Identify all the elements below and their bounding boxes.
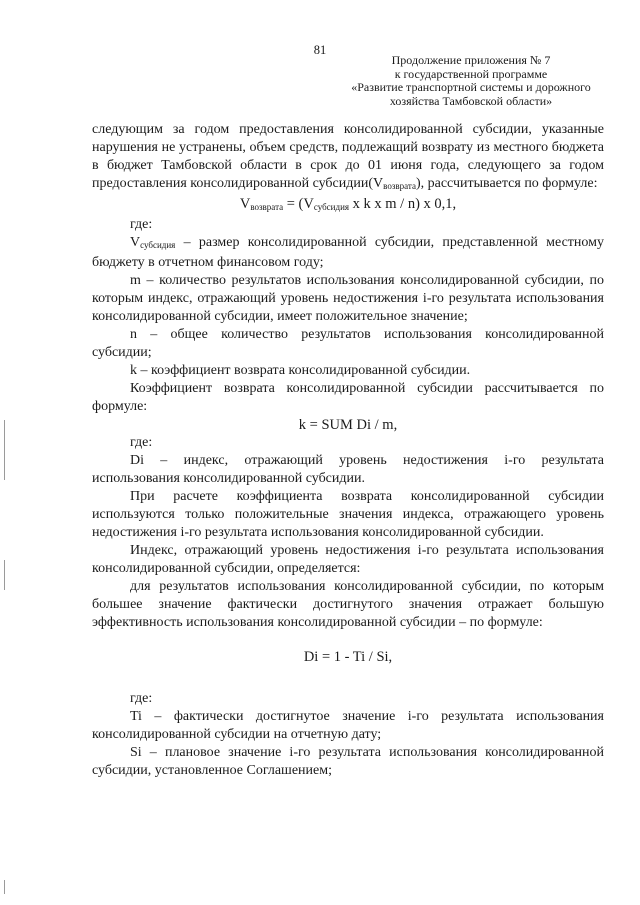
scan-artifact: [4, 420, 5, 480]
positive-values-paragraph: При расчете коэффициента возврата консолидированной субсидии используются только положительные значения индекса, отражающего уровень недостижения i-го результата использования консолидированной субсидии.: [92, 489, 604, 540]
body-text: [92, 121, 604, 780]
header-line-4: хозяйства Тамбовской области»: [389, 93, 553, 108]
definition-si: Si – плановое значение i-го результата использования консолидированной субсидии, установленное Соглашением;: [92, 745, 604, 778]
page-number: 81: [313, 43, 327, 57]
appendix-header: [326, 54, 616, 108]
index-paragraph: Индекс, отражающий уровень недостижения i-го результата использования консолидированной субсидии, определяется:: [92, 543, 604, 576]
header-line-3: «Развитие транспортной системы и дорожного: [351, 80, 591, 95]
where-label: где:: [130, 435, 153, 450]
definition-m: m – количество результатов использования консолидированной субсидии, по которым индекс, отражающий уровень недостижения i-го результата использования консолидированной субсидии, имеет положительное значение;: [92, 273, 604, 324]
formula-refund: $V_{возврата} = (V_{субсидия}$ x k x m / n) x 0,1,: [239, 196, 457, 212]
header-line-2: к государственной программе: [394, 66, 548, 81]
scan-artifact: [4, 880, 5, 894]
header-line-1: Продолжение приложения № 7: [391, 53, 551, 67]
results-paragraph: для результатов использования консолидированной субсидии, по которым большее значение фактически достигнутого значения отражает большую эффективность использования консолидированной субсидии – по формуле:: [92, 579, 604, 630]
where-label: где:: [130, 217, 153, 232]
definition-v-subsidy: $V_{субсидия}$ – размер консолидированной субсидии, представленной местному бюджету в отчетном финансовом году;: [92, 235, 604, 270]
where-label: где:: [130, 691, 153, 706]
definition-di: Di – индекс, отражающий уровень недостижения i-го результата использования консолидированной субсидии.: [92, 453, 604, 486]
intro-paragraph: следующим за годом предоставления консолидированной субсидии, указанные нарушения не устранены, объем средств, подлежащий возврату из местного бюджета в бюджет Тамбовской области в срок до 01 июня года, следующего за годом предоставления консолидированной $субсидии(V_{возврата})$, рассчитывается по формуле:: [92, 122, 604, 191]
scan-artifact: [4, 560, 5, 590]
formula-di: Di = 1 - Ti / Si,: [303, 649, 393, 665]
definition-n: n – общее количество результатов использования консолидированной субсидии;: [92, 327, 604, 360]
k-intro-paragraph: Коэффициент возврата консолидированной субсидии рассчитывается по формуле:: [92, 381, 604, 414]
definition-ti: Ti – фактически достигнутое значение i-го результата использования консолидированной субсидии на отчетную дату;: [92, 709, 604, 742]
definition-k: k – коэффициент возврата консолидированной субсидии.: [130, 363, 471, 378]
formula-k: k = SUM Di / m,: [298, 417, 398, 433]
